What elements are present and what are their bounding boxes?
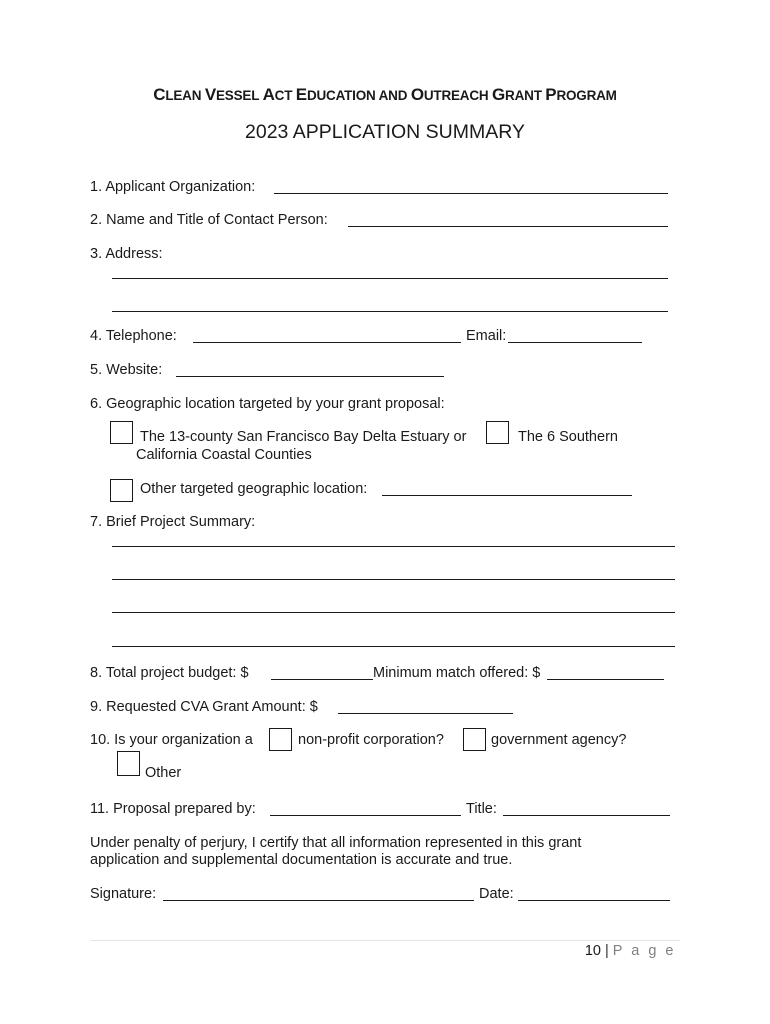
form-subtitle: 2023 APPLICATION SUMMARY: [245, 121, 525, 143]
total-budget-field[interactable]: [271, 679, 373, 680]
title-word: VESSEL: [204, 85, 263, 104]
applicant-organization-label: 1. Applicant Organization:: [90, 179, 256, 195]
page-separator: |: [604, 943, 609, 959]
address-field-line-1[interactable]: [112, 278, 668, 279]
requested-amount-label: 9. Requested CVA Grant Amount: $: [90, 699, 318, 715]
applicant-organization-field[interactable]: [274, 193, 668, 194]
project-summary-line-1[interactable]: [112, 546, 675, 547]
total-budget-label: 8. Total project budget: $: [90, 665, 249, 681]
contact-person-label: 2. Name and Title of Contact Person:: [90, 212, 328, 228]
geographic-location-label: 6. Geographic location targeted by your grant proposal:: [90, 396, 445, 412]
title-word: OUTREACH: [410, 85, 493, 104]
date-field[interactable]: [518, 900, 670, 901]
certification-text-line-2: application and supplemental documentation is accurate and true.: [90, 852, 513, 868]
title-word: CLEAN: [153, 85, 205, 104]
telephone-label: 4. Telephone:: [90, 328, 177, 344]
prepared-by-field[interactable]: [270, 815, 461, 816]
website-field[interactable]: [176, 376, 444, 377]
title-label: Title:: [466, 801, 497, 817]
title-word: PROGRAM: [545, 85, 617, 104]
other-location-label: Other targeted geographic location:: [140, 481, 368, 497]
project-summary-line-2[interactable]: [112, 579, 675, 580]
telephone-field[interactable]: [193, 342, 461, 343]
address-field-line-2[interactable]: [112, 311, 668, 312]
signature-field[interactable]: [163, 900, 474, 901]
non-profit-checkbox[interactable]: [269, 728, 292, 751]
bay-delta-checkbox[interactable]: [110, 421, 133, 444]
title-word: GRANT: [492, 85, 546, 104]
prepared-by-label: 11. Proposal prepared by:: [90, 801, 256, 817]
project-summary-line-4[interactable]: [112, 646, 675, 647]
southern-california-option-label-cont: California Coastal Counties: [136, 447, 312, 463]
non-profit-option-label: non-profit corporation?: [298, 732, 444, 748]
form-title: [0, 86, 770, 103]
organization-type-label: 10. Is your organization a: [90, 732, 253, 748]
government-agency-checkbox[interactable]: [463, 728, 486, 751]
title-word: ACT: [262, 85, 296, 104]
website-label: 5. Website:: [90, 362, 163, 378]
page-number: 10: [584, 943, 601, 959]
email-field[interactable]: [508, 342, 642, 343]
title-word: EDUCATION AND: [295, 85, 411, 104]
southern-california-checkbox[interactable]: [486, 421, 509, 444]
requested-amount-field[interactable]: [338, 713, 513, 714]
minimum-match-field[interactable]: [547, 679, 664, 680]
email-label: Email:: [466, 328, 507, 344]
project-summary-line-3[interactable]: [112, 612, 675, 613]
other-organization-label: Other: [145, 765, 182, 781]
bay-delta-option-label: The 13-county San Francisco Bay Delta Estuary or: [140, 429, 467, 445]
other-organization-checkbox[interactable]: [117, 751, 140, 776]
other-location-field[interactable]: [382, 495, 632, 496]
footer-divider: [90, 940, 680, 941]
signature-label: Signature:: [90, 886, 157, 902]
title-field[interactable]: [503, 815, 670, 816]
government-agency-option-label: government agency?: [491, 732, 627, 748]
contact-person-field[interactable]: [348, 226, 668, 227]
page-footer: [585, 944, 676, 959]
certification-text-line-1: Under penalty of perjury, I certify that all information represented in this grant: [90, 835, 582, 851]
minimum-match-label: Minimum match offered: $: [373, 665, 541, 681]
project-summary-label: 7. Brief Project Summary:: [90, 514, 256, 530]
date-label: Date:: [479, 886, 514, 902]
address-label: 3. Address:: [90, 246, 163, 262]
southern-california-option-label: The 6 Southern: [518, 429, 618, 445]
other-location-checkbox[interactable]: [110, 479, 133, 502]
page-word: P a g e: [612, 943, 676, 959]
